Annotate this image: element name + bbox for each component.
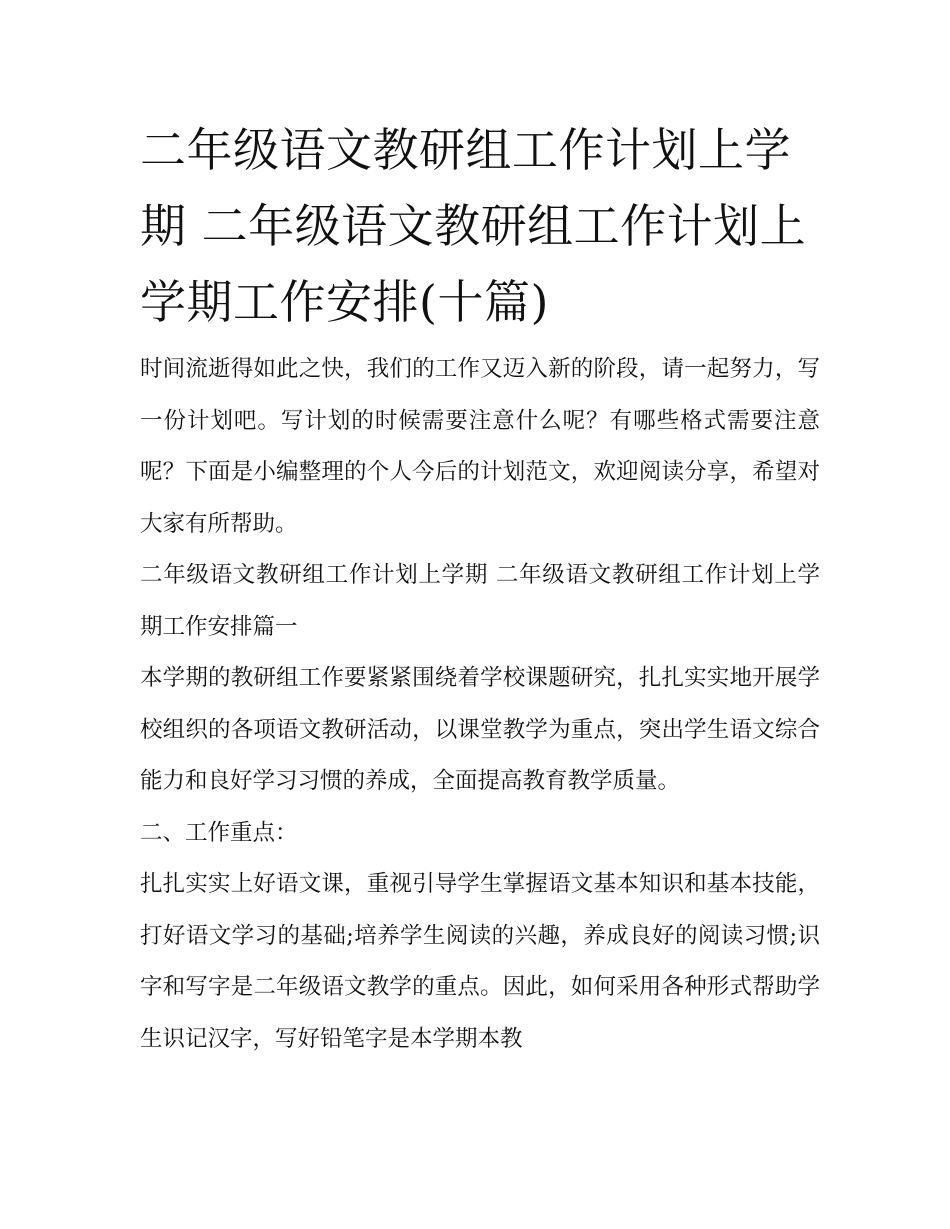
subheading-work-focus: 二、工作重点： — [140, 819, 298, 846]
intro-paragraph: 时间流逝得如此之快，我们的工作又迈入新的阶段，请一起努力，写一份计划吧。写计划的时候需要注意什么呢？有哪些格式需要注意呢？下面是小编整理的个人今后的计划范文，欢迎阅读分享，希望对大家有所帮助。 — [140, 356, 820, 537]
body-paragraph: 本学期的教研组工作要紧紧围绕着学校课题研究，扎扎实实地开展学校组织的各项语文教研活动，以课堂教学为重点，突出学生语文综合能力和良好学习习惯的养成，全面提高教育教学质量。 — [140, 665, 820, 794]
document-body — [140, 112, 820, 1065]
section-heading: 二年级语文教研组工作计划上学期 二年级语文教研组工作计划上学期工作安排篇一 — [140, 562, 820, 640]
body-paragraph: 扎扎实实上好语文课，重视引导学生掌握语文基本知识和基本技能，打好语文学习的基础;培养学生阅读的兴趣，养成良好的阅读习惯;识字和写字是二年级语文教学的重点。因此，如何采用各种形式帮助学生识记汉字，写好铅笔字是本学期本教 — [140, 871, 820, 1052]
document-title: 二年级语文教研组工作计划上学期 二年级语文教研组工作计划上学期工作安排(十篇) — [140, 123, 807, 329]
